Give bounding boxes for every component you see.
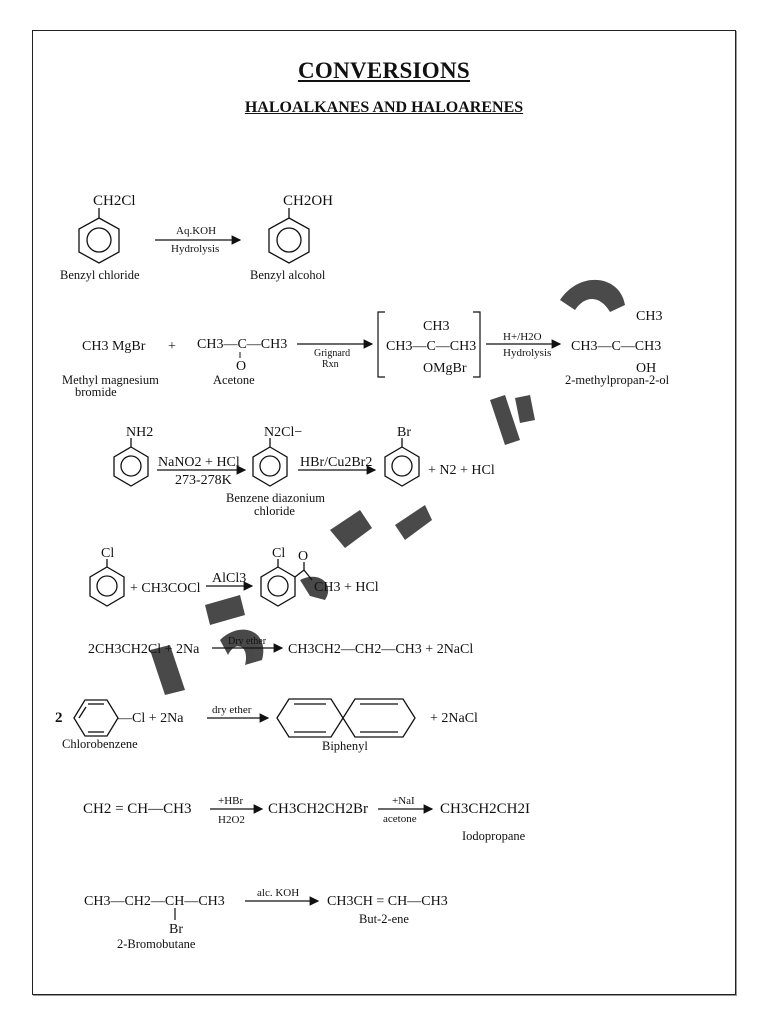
r8-reactant-br: Br	[169, 922, 183, 937]
r6-byproduct: + 2NaCl	[430, 711, 478, 726]
r6-reactant-name: Chlorobenzene	[62, 737, 138, 751]
r1-reagent: Aq.KOH	[176, 225, 217, 237]
r2-arrow1-sub: Rxn	[322, 359, 339, 370]
r2-inter-top: CH3	[423, 319, 450, 334]
r4-catalyst: AlCl3	[212, 571, 247, 586]
r7-reactant: CH2 = CH—CH3	[83, 801, 192, 817]
r3-byproduct: + N2 + HCl	[428, 463, 495, 478]
r7-condition1: H2O2	[218, 814, 245, 826]
r1-product-group: CH2OH	[283, 193, 334, 209]
r2-product-bottom: OH	[636, 361, 657, 376]
reaction-5	[88, 636, 473, 657]
benzene-ring-icon	[253, 438, 287, 486]
r2-plus: +	[168, 339, 176, 354]
r2-reactant1: CH3 MgBr	[82, 339, 146, 354]
r4-product-group: Cl	[272, 546, 286, 561]
r3-inter-name-2: chloride	[254, 504, 295, 518]
r4-reactant-group: Cl	[101, 546, 115, 561]
reaction-7	[83, 795, 530, 843]
benzene-ring-icon	[269, 208, 309, 263]
r3-inter-name-1: Benzene diazonium	[226, 491, 325, 505]
r2-arrow2-label: H+/H2O	[503, 331, 542, 343]
r1-product-name: Benzyl alcohol	[250, 268, 326, 282]
r2-inter-mid: CH3—C—CH3	[386, 339, 477, 354]
r7-condition2: acetone	[383, 813, 417, 825]
r3-condition: 273-278K	[175, 473, 232, 488]
benzene-ring-icon	[385, 438, 419, 486]
r4-reagent-add: + CH3COCl	[130, 581, 201, 596]
r3-reagent2: HBr/Cu2Br2	[300, 455, 373, 470]
r1-reactant-name: Benzyl chloride	[60, 268, 140, 282]
r6-condition: dry ether	[212, 704, 252, 716]
reaction-3	[114, 425, 495, 518]
benzene-ring-icon	[90, 559, 124, 606]
r7-product-name: Iodopropane	[462, 829, 526, 843]
r1-condition: Hydrolysis	[171, 243, 220, 255]
r6-reactant-tail: —Cl + 2Na	[118, 711, 184, 726]
r7-product: CH3CH2CH2I	[440, 801, 531, 817]
r8-product-name: But-2-ene	[359, 912, 409, 926]
r2-arrow1-label: Grignard	[314, 348, 351, 359]
page-subtitle: HALOALKANES AND HALOARENES	[244, 99, 524, 116]
r5-product: CH3CH2—CH2—CH3 + 2NaCl	[288, 642, 474, 657]
r8-reagent: alc. KOH	[257, 887, 300, 899]
r2-product-mid: CH3—C—CH3	[571, 339, 662, 354]
r2-arrow2-sub: Hydrolysis	[503, 347, 552, 359]
benzene-ring-icon	[79, 208, 119, 263]
r1-reactant-group: CH2Cl	[93, 193, 136, 209]
r7-intermediate: CH3CH2CH2Br	[268, 801, 369, 817]
r3-reactant-group: NH2	[126, 425, 154, 440]
r4-product-o: O	[298, 549, 309, 564]
r2-reactant2-name: Acetone	[213, 373, 255, 387]
r5-condition: Dry ether	[228, 636, 267, 647]
reaction-1	[60, 193, 333, 282]
biphenyl-icon	[277, 699, 415, 737]
r2-inter-bottom: OMgBr	[423, 361, 467, 376]
r3-reagent: NaNO2 + HCl	[158, 455, 240, 470]
r3-product-group: Br	[397, 425, 411, 440]
r7-reagent1: +HBr	[218, 795, 244, 807]
r2-product-top: CH3	[636, 309, 663, 324]
r8-product: CH3CH = CH—CH3	[327, 894, 448, 909]
r6-product-name: Biphenyl	[322, 739, 368, 753]
reaction-6	[55, 699, 478, 753]
r8-reactant: CH3—CH2—CH—CH3	[84, 894, 225, 909]
r2-reactant2: CH3—C—CH3	[197, 337, 288, 352]
benzene-ring-icon	[74, 700, 118, 736]
reaction-8	[84, 887, 448, 951]
r2-reactant2-o: O	[236, 359, 247, 374]
r4-product-tail: CH3 + HCl	[314, 580, 379, 595]
r5-reactant: 2CH3CH2Cl + 2Na	[88, 642, 200, 657]
reaction-2	[62, 309, 670, 399]
r8-reactant-name: 2-Bromobutane	[117, 937, 196, 951]
benzene-ring-icon	[114, 438, 148, 486]
r6-coefficient: 2	[55, 710, 63, 726]
r2-product-name: 2-methylpropan-2-ol	[565, 373, 670, 387]
r2-reactant1-name-2: bromide	[75, 385, 117, 399]
page-title: CONVERSIONS	[297, 58, 470, 83]
r7-reagent2: +NaI	[392, 795, 415, 807]
r2-reactant1-name-1: Methyl magnesium	[62, 373, 159, 387]
r3-inter-group: N2Cl−	[264, 425, 303, 440]
